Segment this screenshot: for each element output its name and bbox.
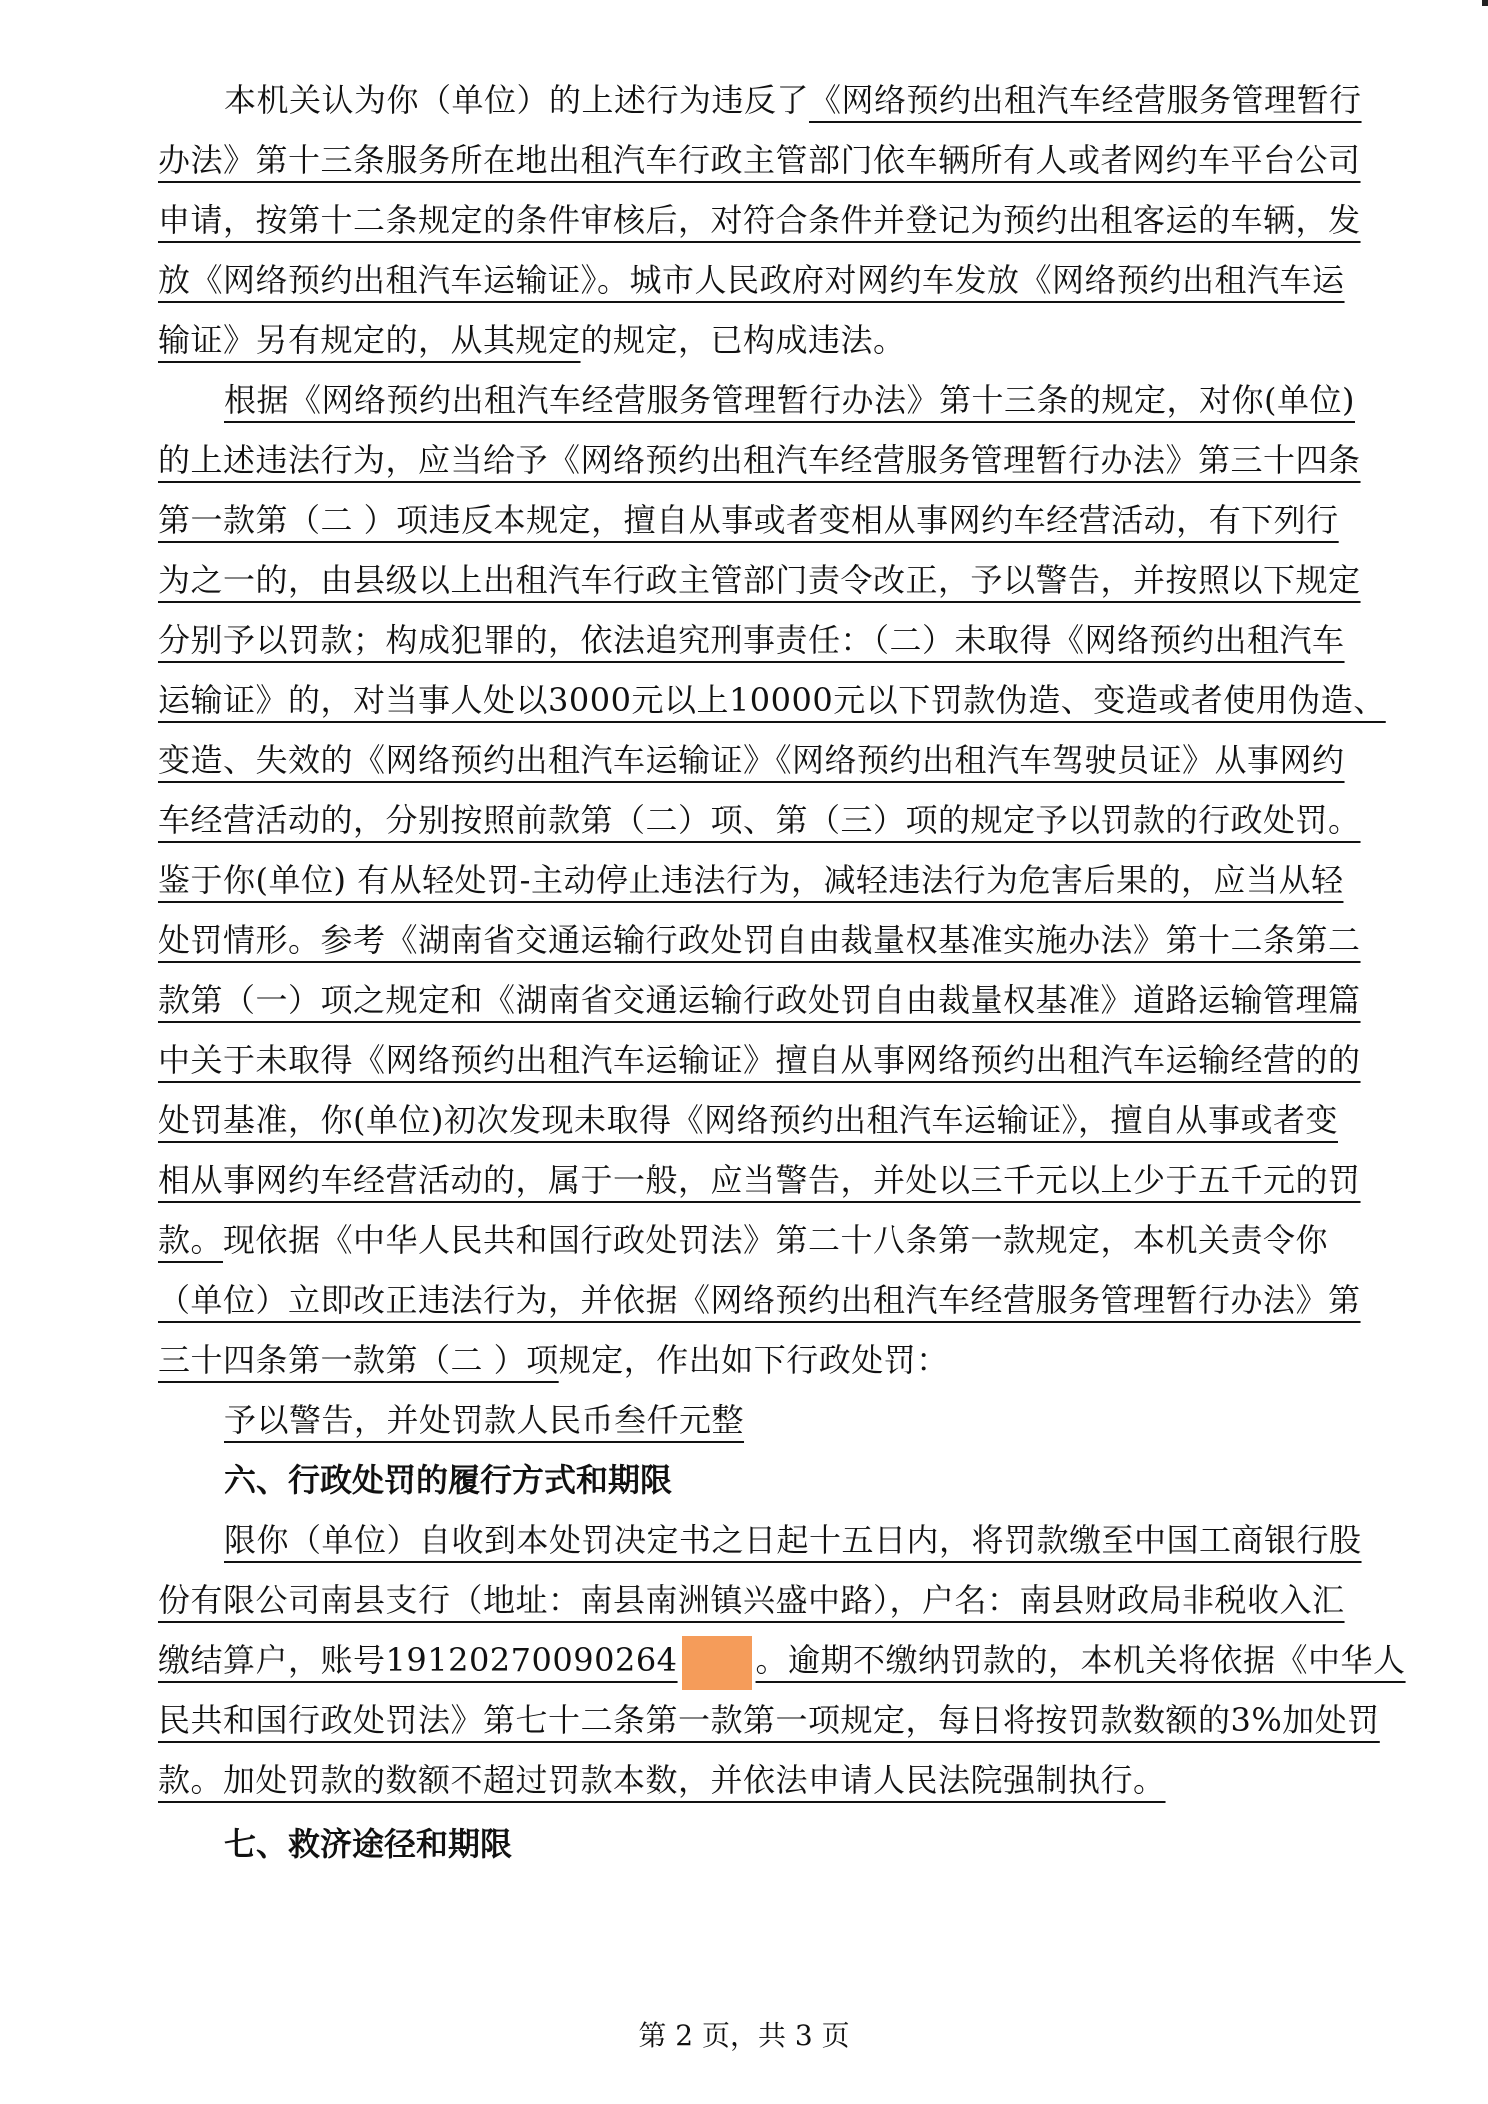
corner-mark [1482,0,1488,6]
text-line: 民共和国行政处罚法》第七十二条第一款第一项规定，每日将按罚款数额的3%加处罚 [158,1701,1380,1739]
text-line: 款。现依据《中华人民共和国行政处罚法》第二十八条第一款规定，本机关责令你 [158,1221,1329,1259]
text-line: 鉴于你(单位) 有从轻处罚-主动停止违法行为，减轻违法行为危害后果的，应当从轻 [158,861,1344,899]
text-line: 办法》第十三条服务所在地出租汽车行政主管部门依车辆所有人或者网约车平台公司 [158,141,1361,179]
penalty-decision: 予以警告，并处罚款人民币叁仟元整 [224,1401,745,1439]
text-line: 的上述违法行为，应当给予《网络预约出租汽车经营服务管理暂行办法》第三十四条 [158,441,1361,479]
text-line: 处罚基准，你(单位)初次发现未取得《网络预约出租汽车运输证》，擅自从事或者变 [158,1101,1338,1139]
text-line: 为之一的，由县级以上出租汽车行政主管部门责令改正，予以警告，并按照以下规定 [158,561,1361,599]
text-line: 输证》另有规定的，从其规定的规定，已构成违法。 [158,321,906,359]
document-page [158,72,1406,1876]
page-number: 第 2 页，共 3 页 [638,2019,850,2052]
section-heading-6: 六、行政处罚的履行方式和期限 [224,1461,673,1499]
redaction-box [682,1636,752,1690]
text-line: 款第（一）项之规定和《湖南省交通运输行政处罚自由裁量权基准》道路运输管理篇 [158,981,1361,1019]
text-line: 变造、失效的《网络预约出租汽车运输证》《网络预约出租汽车驾驶员证》从事网约 [158,741,1345,779]
text-line: 申请，按第十二条规定的条件审核后，对符合条件并登记为预约出租客运的车辆，发 [158,201,1361,239]
text-line: 三十四条第一款第（二 ）项规定，作出如下行政处罚： [158,1341,949,1379]
text-line: 分别予以罚款；构成犯罪的，依法追究刑事责任：（二）未取得《网络预约出租汽车 [158,621,1345,659]
paragraph-violation [158,72,1406,372]
text-line: 第一款第（二 ）项违反本规定，擅自从事或者变相从事网约车经营活动，有下列行 [158,501,1339,539]
text-line: 处罚情形。参考《湖南省交通运输行政处罚自由裁量权基准实施办法》第十二条第二 [158,921,1361,959]
text-line: 份有限公司南县支行（地址：南县南洲镇兴盛中路），户名：南县财政局非税收入汇 [158,1581,1345,1619]
paragraph-payment [158,1512,1406,1812]
text-line: 车经营活动的，分别按照前款第（二）项、第（三）项的规定予以罚款的行政处罚。 [158,801,1361,839]
text-line: 缴结算户，账号19120270090264 。逾期不缴纳罚款的，本机关将依据《中华人 [158,1632,1406,1692]
text-line: （单位）立即改正违法行为，并依据《网络预约出租汽车经营服务管理暂行办法》第 [158,1281,1361,1319]
text-line: 款。加处罚款的数额不超过罚款本数，并依法申请人民法院强制执行。 [158,1761,1166,1799]
paragraph-legal-basis [158,372,1406,1392]
text-line: 根据《网络预约出租汽车经营服务管理暂行办法》第十三条的规定，对你(单位) [224,381,1355,419]
text-line: 限你（单位）自收到本处罚决定书之日起十五日内，将罚款缴至中国工商银行股 [224,1521,1362,1559]
text-line: 放《网络预约出租汽车运输证》。城市人民政府对网约车发放《网络预约出租汽车运 [158,261,1345,299]
section-heading-7: 七、救济途径和期限 [224,1825,513,1863]
text-line: 相从事网约车经营活动的，属于一般，应当警告，并处以三千元以上少于五千元的罚 [158,1161,1361,1199]
text-line: 本机关认为你（单位）的上述行为违反了《网络预约出租汽车经营服务管理暂行 [224,81,1362,119]
text-line: 运输证》的，对当事人处以3000元以上10000元以下罚款伪造、变造或者使用伪造、 [158,681,1386,719]
text-line: 中关于未取得《网络预约出租汽车运输证》擅自从事网络预约出租汽车运输经营的的 [158,1041,1361,1079]
